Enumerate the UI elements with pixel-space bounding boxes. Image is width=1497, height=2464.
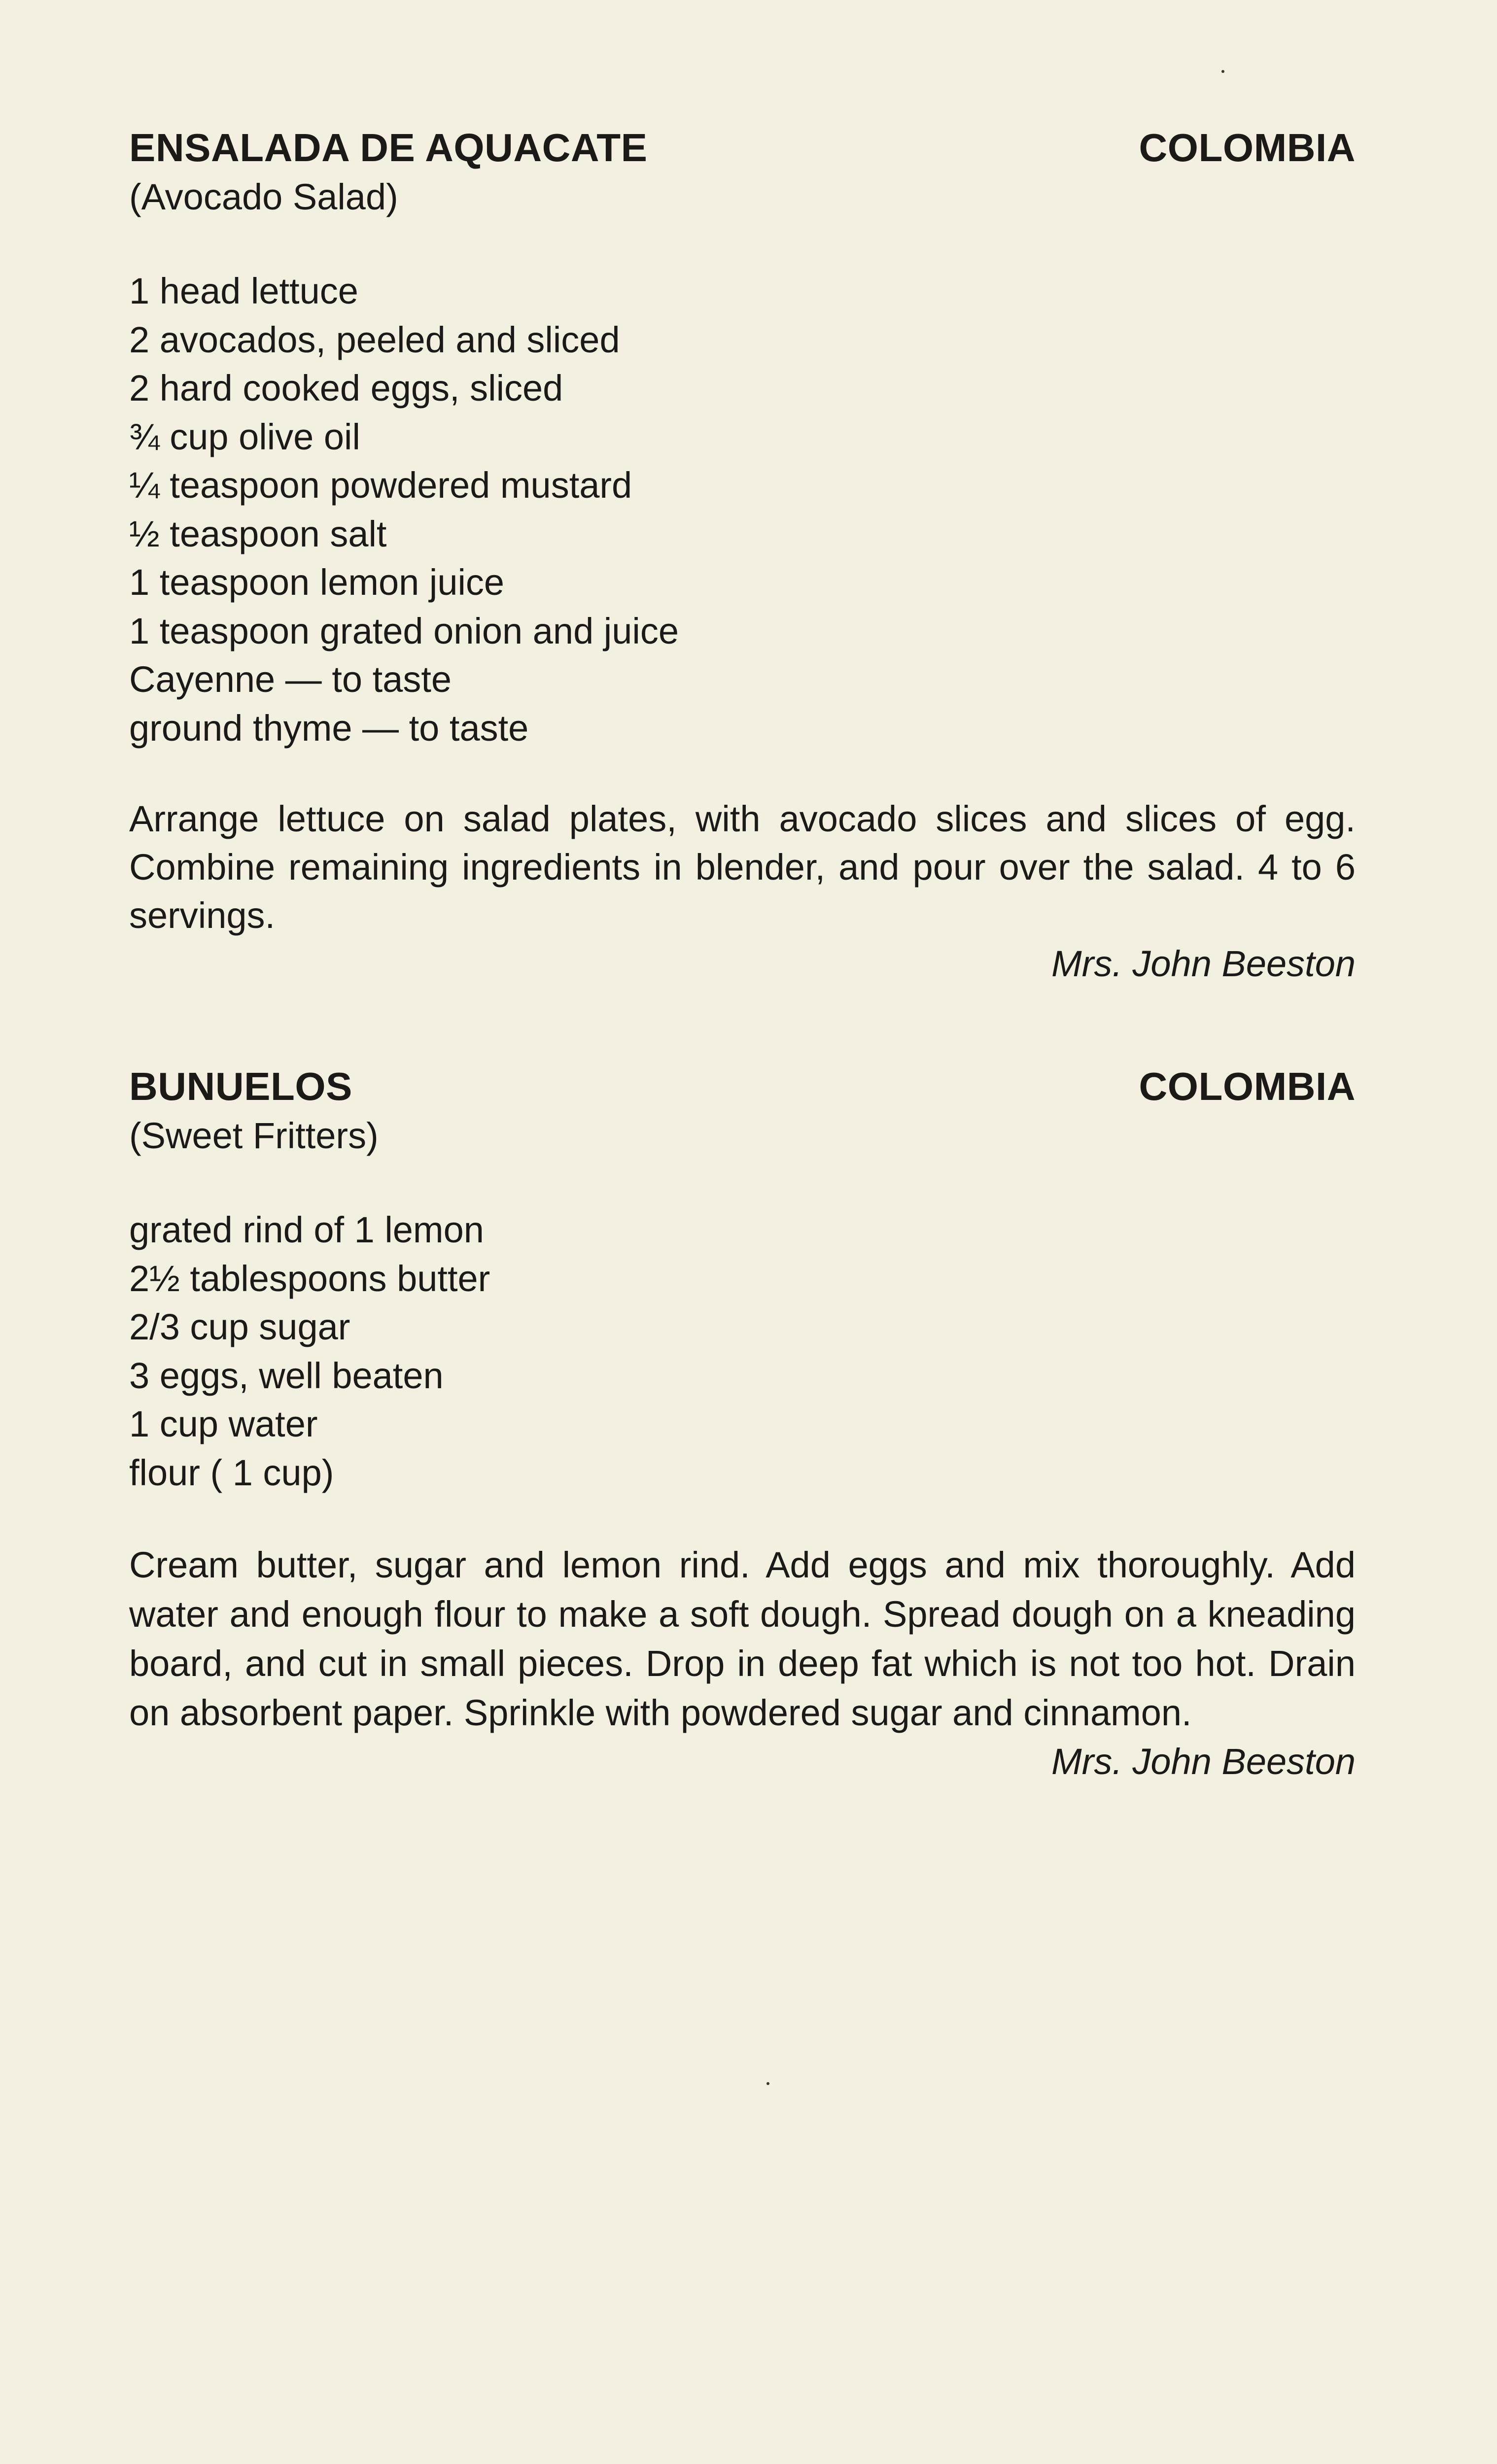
ingredient-item: ground thyme — to taste — [129, 707, 529, 749]
recipe-ensalada-de-aquacate — [129, 123, 1356, 988]
ingredient-item: 2 avocados, peeled and sliced — [129, 319, 620, 360]
recipe-country: COLOMBIA — [1139, 1064, 1356, 1108]
ingredient-item: 1 head lettuce — [129, 271, 358, 311]
ingredient-item: Cayenne — to taste — [129, 659, 452, 700]
ingredient-item: 1 teaspoon grated onion and juice — [129, 610, 679, 651]
recipe-title: ENSALADA DE AQUACATE — [129, 126, 648, 170]
recipe-country: COLOMBIA — [1139, 126, 1356, 170]
ingredient-item: 1 teaspoon lemon juice — [129, 562, 505, 603]
recipe-subtitle: (Sweet Fritters) — [129, 1115, 379, 1156]
ingredient-item: ¼ teaspoon powdered mustard — [129, 465, 632, 506]
ingredient-item: 1 cup water — [129, 1403, 318, 1444]
ingredient-item: 2½ tablespoons butter — [129, 1258, 490, 1299]
recipe-instructions: Cream butter, sugar and lemon rind. Add eggs and mix thoroughly. Add water and enough flour to make a soft dough. Spread dough on a kneading board, and cut in small pieces. Drop in deep fat which is not too hot. Drain on absorbent paper. Sprinkle with powdered sugar and cinnamon. — [129, 1544, 1356, 1733]
ingredient-list — [129, 1206, 1356, 1497]
recipe-instructions: Arrange lettuce on salad plates, with avocado slices and slices of egg. Combine remaining ingredients in blender, and pour over the salad. 4 to 6 servings. — [129, 798, 1356, 936]
ingredient-item: 2 hard cooked eggs, sliced — [129, 368, 563, 409]
page-content — [129, 123, 1356, 1786]
ingredient-item: ½ teaspoon salt — [129, 513, 387, 554]
ingredient-item: 2/3 cup sugar — [129, 1306, 350, 1347]
recipe-header — [129, 123, 1356, 172]
ingredient-item: ¾ cup olive oil — [129, 416, 360, 457]
recipe-subtitle: (Avocado Salad) — [129, 176, 398, 217]
recipe-bunuelos — [129, 1062, 1356, 1786]
recipe-attribution: Mrs. John Beeston — [1051, 943, 1356, 984]
recipe-attribution: Mrs. John Beeston — [1051, 1741, 1356, 1782]
recipe-title: BUNUELOS — [129, 1064, 352, 1108]
ingredient-list — [129, 267, 1356, 753]
ingredient-item: grated rind of 1 lemon — [129, 1209, 484, 1250]
ingredient-item: flour ( 1 cup) — [129, 1452, 334, 1493]
recipe-header — [129, 1062, 1356, 1111]
ink-speck — [766, 2082, 769, 2085]
ink-speck — [1221, 70, 1224, 73]
ingredient-item: 3 eggs, well beaten — [129, 1355, 444, 1396]
